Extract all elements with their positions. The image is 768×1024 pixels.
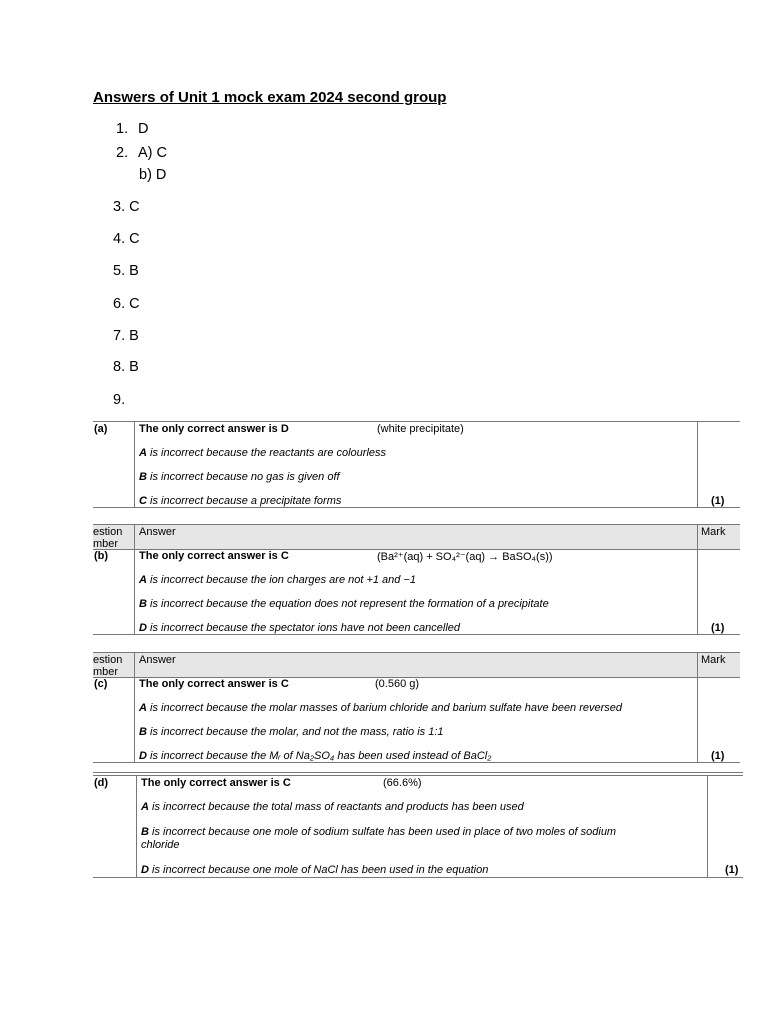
option-letter: A — [141, 801, 149, 813]
part-label: (b) — [94, 550, 109, 562]
option-letter: D — [141, 864, 149, 876]
explanation-line — [139, 598, 549, 610]
explanation-line — [141, 801, 524, 813]
page-title: Answers of Unit 1 mock exam 2024 second group — [93, 89, 447, 106]
part-label: (d) — [94, 777, 109, 789]
answer-8: 8. B — [113, 359, 139, 375]
option-letter: A — [139, 447, 147, 459]
explanation-line — [139, 726, 444, 738]
explanation-line — [139, 471, 340, 483]
part-label: (c) — [94, 678, 108, 690]
answer-note: (white precipitate) — [377, 423, 464, 435]
answer-7: 7. B — [113, 328, 139, 344]
explanation-text: is incorrect because the reactants are colourless — [146, 447, 387, 459]
explanation-text: is incorrect because the molar masses of barium chloride and barium sulfate have been reversed — [146, 702, 623, 714]
mark-value: (1) — [725, 864, 739, 876]
table-divider — [134, 524, 135, 634]
answer-1 — [116, 121, 148, 137]
table-header — [93, 652, 740, 678]
answer-note: (66.6%) — [383, 777, 422, 789]
answer-2a — [116, 145, 167, 161]
answer-number: 2. — [116, 145, 129, 161]
table-rule — [93, 634, 740, 635]
correct-answer: The only correct answer is D — [139, 423, 289, 435]
answer-value: D — [138, 121, 149, 137]
header-answer: Answer — [139, 526, 176, 538]
answer-note: (Ba²⁺(aq) + SO₄²⁻(aq) → BaSO₄(s)) — [377, 551, 553, 563]
explanation-text: is incorrect because the molar, and not the mass, ratio is 1:1 — [146, 726, 444, 738]
explanation-text: is incorrect because the equation does not represent the formation of a precipitate — [146, 598, 549, 610]
correct-answer: The only correct answer is C — [139, 550, 289, 562]
header-mark: Mark — [701, 654, 726, 666]
table-divider — [697, 652, 698, 762]
explanation-line — [139, 750, 491, 762]
explanation-text: is incorrect because the Mᵣ of Na₂SO₄ has been used instead of BaCl₂ — [146, 750, 492, 762]
explanation-text: is incorrect because a precipitate forms — [146, 495, 342, 507]
option-letter: C — [139, 495, 147, 507]
explanation-line — [139, 622, 460, 634]
explanation-line — [141, 826, 616, 838]
explanation-line — [139, 447, 386, 459]
explanation-text: is incorrect because one mole of sodium sulfate has been used in place of two moles of sodium — [148, 826, 617, 838]
answer-5: 5. B — [113, 263, 139, 279]
header-mark: Mark — [701, 526, 726, 538]
answer-note: (0.560 g) — [375, 678, 420, 690]
answer-3: 3. C — [113, 199, 140, 215]
answer-2b: b) D — [139, 167, 167, 183]
answer-4: 4. C — [113, 231, 140, 247]
answer-value: A) C — [138, 145, 167, 161]
option-letter: B — [141, 826, 149, 838]
mark-value: (1) — [711, 622, 725, 634]
option-letter: B — [139, 471, 147, 483]
table-divider — [697, 524, 698, 634]
table-divider — [697, 421, 698, 507]
part-label: (a) — [94, 423, 108, 435]
explanation-text: is incorrect because the total mass of reactants and products has been used — [148, 801, 524, 813]
explanation-line — [141, 864, 488, 876]
explanation-line-continued: chloride — [141, 839, 180, 851]
header-question-number — [93, 526, 122, 550]
correct-answer: The only correct answer is C — [141, 777, 291, 789]
table-divider — [134, 652, 135, 762]
explanation-line — [139, 702, 622, 714]
table-rule — [93, 772, 743, 773]
table-rule — [93, 762, 740, 763]
table-divider — [134, 421, 135, 507]
option-letter: A — [139, 702, 147, 714]
table-rule — [93, 421, 740, 422]
table-header — [93, 524, 740, 550]
explanation-line — [139, 495, 341, 507]
header-text: estion — [93, 526, 123, 538]
header-text: estion — [93, 654, 123, 666]
table-divider — [136, 775, 137, 877]
correct-answer: The only correct answer is C — [139, 678, 289, 690]
header-answer: Answer — [139, 654, 176, 666]
table-rule — [93, 507, 740, 508]
table-divider — [707, 775, 708, 877]
answer-number: 1. — [116, 121, 129, 137]
table-rule — [93, 775, 743, 776]
answer-9: 9. — [113, 392, 126, 408]
option-letter: B — [139, 598, 147, 610]
explanation-text: is incorrect because no gas is given off — [146, 471, 340, 483]
mark-value: (1) — [711, 495, 725, 507]
option-letter: B — [139, 726, 147, 738]
option-letter: D — [139, 622, 147, 634]
header-text: mber — [93, 538, 119, 550]
header-question-number — [93, 654, 122, 678]
explanation-text: is incorrect because the spectator ions have not been cancelled — [146, 622, 461, 634]
mark-value: (1) — [711, 750, 725, 762]
header-text: mber — [93, 666, 119, 678]
explanation-text: is incorrect because the ion charges are not +1 and −1 — [146, 574, 417, 586]
table-rule — [93, 877, 743, 878]
explanation-text: is incorrect because one mole of NaCl has been used in the equation — [148, 864, 489, 876]
option-letter: A — [139, 574, 147, 586]
explanation-line — [139, 574, 416, 586]
answer-6: 6. C — [113, 296, 140, 312]
option-letter: D — [139, 750, 147, 762]
